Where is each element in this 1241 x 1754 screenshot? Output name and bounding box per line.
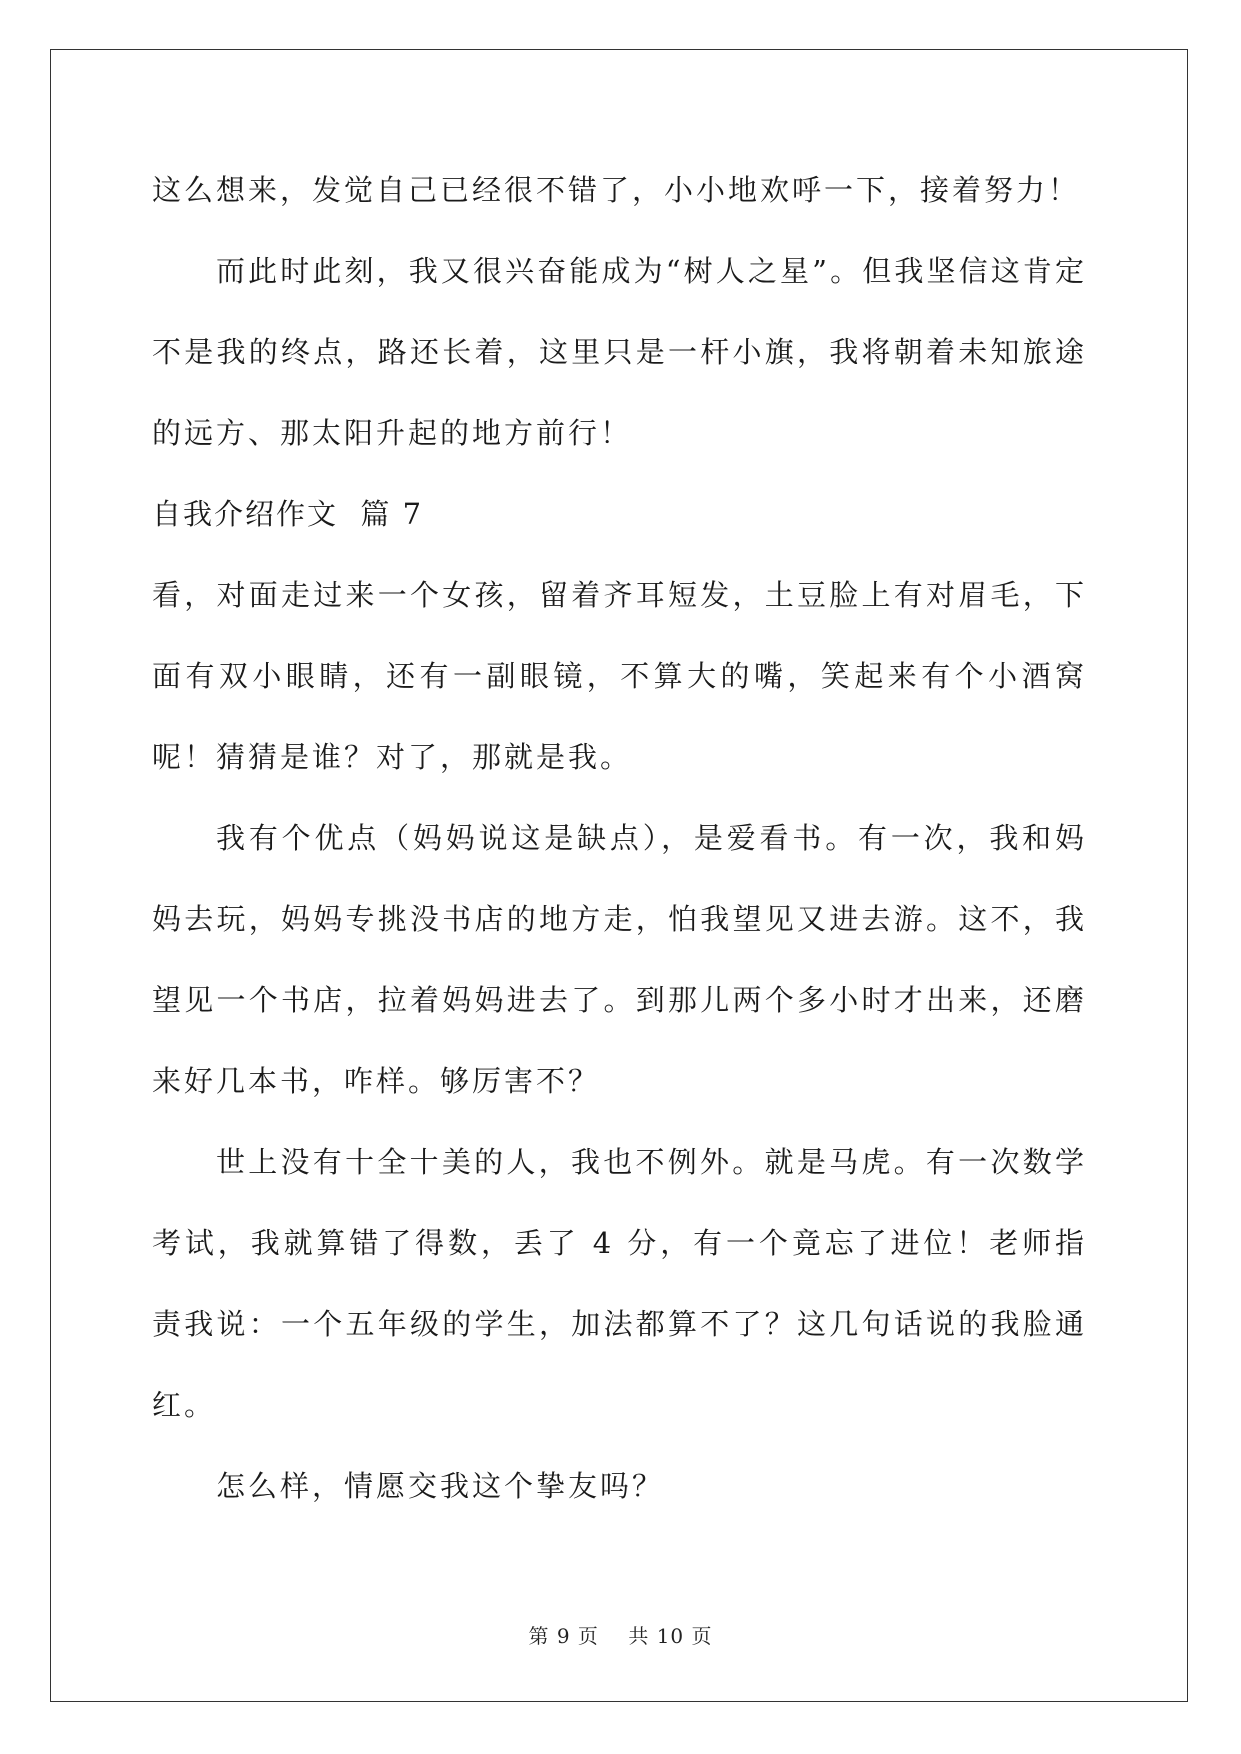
section-heading: 自我介绍作文 篇 7	[152, 497, 424, 531]
paragraph: 看，对面走过来一个女孩，留着齐耳短发，土豆脸上有对眉毛，下面有双小眼睛，还有一副眼镜，不算大的嘴，笑起来有个小酒窝呢！猜猜是谁？对了，那就是我。	[152, 578, 1087, 774]
paragraph: 世上没有十全十美的人，我也不例外。就是马虎。有一次数学考试，我就算错了得数，丢了 4 分，有一个竟忘了进位！老师指责我说：一个五年级的学生，加法都算不了？这几句话说的我脸通红。	[152, 1145, 1087, 1422]
paragraph: 这么想来，发觉自己已经很不错了，小小地欢呼一下，接着努力！	[152, 173, 1081, 207]
document-body	[152, 150, 1087, 1527]
paragraph: 我有个优点（妈妈说这是缺点），是爱看书。有一次，我和妈妈去玩，妈妈专挑没书店的地方走，怕我望见又进去游。这不，我望见一个书店，拉着妈妈进去了。到那儿两个多小时才出来，还磨来好几本书，咋样。够厉害不？	[152, 821, 1087, 1098]
paragraph: 怎么样，情愿交我这个挚友吗？	[216, 1469, 665, 1503]
page-number-footer: 第 9 页 共 10 页	[528, 1624, 713, 1648]
paragraph: 而此时此刻，我又很兴奋能成为“树人之星”。但我坚信这肯定不是我的终点，路还长着，这里只是一杆小旗，我将朝着未知旅途的远方、那太阳升起的地方前行！	[152, 254, 1087, 450]
